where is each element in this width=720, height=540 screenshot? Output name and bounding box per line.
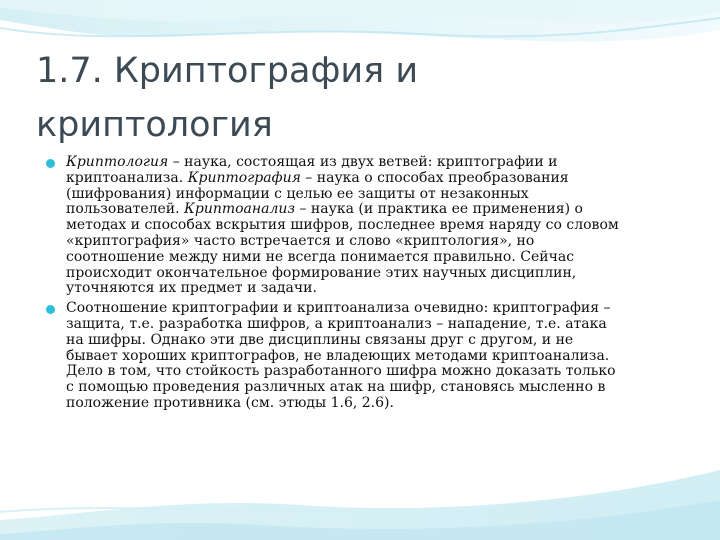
title-line: криптология	[36, 105, 273, 145]
text-line	[66, 234, 686, 250]
body-text: Дело в том, что стойкость разработанного шифра можно доказать только	[66, 363, 616, 380]
term-text: Криптоанализ	[184, 201, 296, 218]
title-line: 1.7. Криптография и	[36, 51, 419, 91]
body-text: с помощью проведения различных атак на шифр, становясь мысленно в	[66, 379, 606, 396]
text-line	[66, 187, 686, 203]
text-line	[66, 349, 686, 365]
page-title	[36, 44, 676, 152]
text-line	[66, 266, 686, 282]
body-text: соотношение между ними не всегда понимается правильно. Сейчас	[66, 248, 575, 265]
text-line	[66, 317, 686, 333]
text-line	[66, 250, 686, 266]
body-text: защита, т.е. разработка шифров, а криптоанализ – нападение, т.е. атака	[66, 315, 607, 332]
text-line	[66, 364, 686, 380]
text-line	[66, 396, 686, 412]
text-line	[66, 301, 686, 317]
body-text: – наука, состоящая из двух ветвей: криптографии и	[168, 154, 558, 170]
body-text: методах и способах вскрытия шифров, последнее время наряду со словом	[66, 217, 619, 234]
text-line	[66, 171, 686, 187]
body-text: пользователей.	[66, 201, 185, 218]
text-line	[66, 218, 686, 234]
body-text: уточняются их предмет и задачи.	[66, 280, 317, 297]
bullet-item	[46, 155, 686, 297]
body-text: криптоанализа.	[66, 169, 188, 186]
bullet-item	[46, 301, 686, 412]
body-text: – наука (и практика ее применения) о	[295, 201, 583, 218]
bullet-list	[46, 155, 686, 416]
body-text: (шифрования) информации с целью ее защиты от незаконных	[66, 185, 529, 202]
body-text: происходит окончательное формирование этих научных дисциплин,	[66, 264, 577, 281]
body-text: положение противника (см. этюды 1.6, 2.6).	[66, 394, 394, 411]
body-text: бывает хороших криптографов, не владеющих методами криптоанализа.	[66, 347, 610, 364]
body-text: – наука о способах преобразования	[300, 169, 569, 186]
body-text: на шифры. Однако эти две дисциплины связаны друг с другом, и не	[66, 331, 574, 348]
body-text: Соотношение криптографии и криптоанализа очевидно: криптография –	[66, 300, 611, 317]
term-text: Криптография	[187, 169, 301, 186]
text-line	[66, 281, 686, 297]
bullet-dot-icon	[46, 305, 55, 314]
bullet-dot-icon	[46, 159, 55, 168]
text-line	[66, 333, 686, 349]
text-line	[66, 155, 686, 171]
text-line	[66, 202, 686, 218]
term-text: Криптология	[66, 154, 169, 170]
body-text: «криптография» часто встречается и слово «криптология», но	[66, 232, 535, 249]
text-line	[66, 380, 686, 396]
